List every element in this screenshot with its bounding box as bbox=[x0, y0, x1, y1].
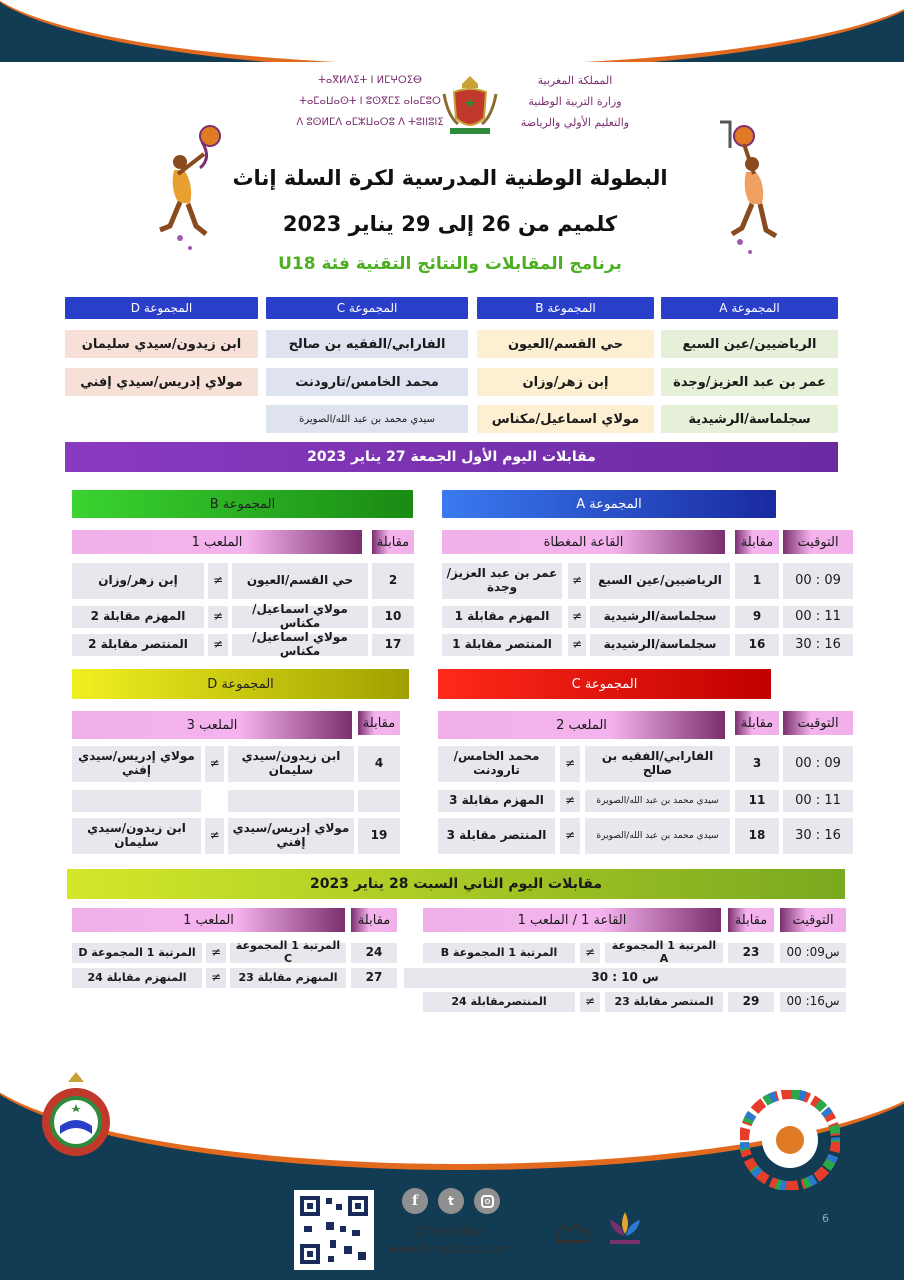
program-title: برنامج المقابلات والنتائج التقنية فئة U18 bbox=[278, 254, 622, 274]
day1-group-a-header: المجموعة A bbox=[442, 490, 776, 518]
col-match-header: مقابلة bbox=[735, 530, 779, 554]
page-number: 6 bbox=[822, 1212, 829, 1225]
group-d-header: المجموعة D bbox=[65, 297, 258, 319]
away-team: إبن زهر/وزان bbox=[72, 563, 204, 599]
home-team: سيدي محمد بن عبد الله/الصويرة bbox=[585, 818, 730, 854]
versus-sign: ≠ bbox=[206, 943, 226, 963]
middle-time-cell: س 10 : 30 bbox=[404, 968, 846, 988]
col-match-header: مقابلة bbox=[728, 908, 774, 932]
home-team: الفارابي/الفقيه بن صالح bbox=[585, 746, 730, 782]
time-cell: 11 : 00 bbox=[783, 606, 853, 628]
social-handle[interactable]: @frmssdpss bbox=[413, 1224, 487, 1238]
home-team: سيدي محمد بن عبد الله/الصويرة bbox=[585, 790, 730, 812]
away-team: محمد الخامس/تارودنت bbox=[438, 746, 555, 782]
home-team: ابن زيدون/سيدي سليمان bbox=[228, 746, 354, 782]
group-b-header: المجموعة B bbox=[477, 297, 654, 319]
time-cell: 09 : 00 bbox=[783, 563, 853, 599]
away-team bbox=[72, 790, 201, 812]
away-team: عمر بن عبد العزيز/وجدة bbox=[442, 563, 562, 599]
time-cell: 16 : 30 bbox=[783, 634, 853, 656]
ministry-name-tifinagh: ⵜⴰⴳⵍⴷⵉⵜ ⵏ ⵍⵎⵖⵔⵉⴱ ⵜⴰⵎⴰⵡⴰⵙⵜ ⵏ ⵓⵙⴳⵎⵉ ⴰⵏⴰⵎⵓⵔ ⴷ ⵓⵙⵍⵎⴷ ⴰⵎⵣⵡⴰⵔⵓ ⴷ ⵜⵓⵏⵏⵓⵏⵉ bbox=[296, 75, 444, 128]
versus-sign: ≠ bbox=[568, 634, 586, 656]
away-team: المرتبة 1 المجموعة D bbox=[72, 943, 202, 963]
group-a-team: سجلماسة/الرشيدية bbox=[661, 405, 838, 433]
event-dates: كلميم من 26 إلى 29 يناير 2023 bbox=[282, 212, 618, 236]
twitter-icon[interactable]: t bbox=[438, 1188, 464, 1214]
group-d-team: مولاي إدريس/سيدي إفني bbox=[65, 368, 258, 396]
home-team: المنتصر مقابلة 23 bbox=[605, 992, 723, 1012]
group-c-team: محمد الخامس/تارودنت bbox=[266, 368, 468, 396]
website-link[interactable]: www.frmssdpss.com bbox=[388, 1242, 512, 1256]
away-team: المنتصر مقابلة 2 bbox=[72, 634, 204, 656]
day1-band: مقابلات اليوم الأول الجمعة 27 يناير 2023 bbox=[65, 442, 838, 472]
home-team: مولاي اسماعيل/مكناس bbox=[232, 634, 368, 656]
away-team: المنهزم مقابلة 24 bbox=[72, 968, 202, 988]
basketball-player-right-icon bbox=[700, 118, 790, 258]
day1-group-b-header: المجموعة B bbox=[72, 490, 413, 518]
match-number: 1 bbox=[735, 563, 779, 599]
home-team: مولاي اسماعيل/مكناس bbox=[232, 606, 368, 628]
versus-sign: ≠ bbox=[208, 634, 228, 656]
away-team: المهزم مقابلة 2 bbox=[72, 606, 204, 628]
match-number: 19 bbox=[358, 818, 400, 854]
versus-sign: ≠ bbox=[208, 563, 228, 599]
group-b-team: حي القسم/العيون bbox=[477, 330, 654, 358]
ministry-name-ar: المملكة المغربية وزارة التربية الوطنية والتعليم الأولي والرياضة bbox=[520, 74, 630, 129]
versus-sign: ≠ bbox=[568, 563, 586, 599]
match-number bbox=[358, 790, 400, 812]
venue-c-header: الملعب 2 bbox=[438, 711, 725, 739]
match-number: 10 bbox=[372, 606, 414, 628]
group-b-team: إبن زهر/وزان bbox=[477, 368, 654, 396]
time-cell: س09: 00 bbox=[780, 943, 846, 963]
away-team: المنتصر مقابلة 1 bbox=[442, 634, 562, 656]
col-time-header: التوقيت bbox=[783, 711, 853, 735]
match-number: 3 bbox=[735, 746, 779, 782]
away-team: المرتبة 1 المجموعة B bbox=[423, 943, 575, 963]
match-number: 18 bbox=[735, 818, 779, 854]
group-c-header: المجموعة C bbox=[266, 297, 468, 319]
home-team: سجلماسة/الرشيدية bbox=[590, 606, 730, 628]
group-a-team: عمر بن عبد العزيز/وجدة bbox=[661, 368, 838, 396]
versus-sign: ≠ bbox=[560, 818, 580, 854]
home-team: الرياضيين/عين السبع bbox=[590, 563, 730, 599]
match-number: 24 bbox=[351, 943, 397, 963]
versus-sign: ≠ bbox=[560, 746, 580, 782]
away-team: ابن زيدون/سيدي سليمان bbox=[72, 818, 201, 854]
match-number: 2 bbox=[372, 563, 414, 599]
time-cell: 11 : 00 bbox=[783, 790, 853, 812]
match-number: 29 bbox=[728, 992, 774, 1012]
day2-band: مقابلات اليوم الثاني السبت 28 يناير 2023 bbox=[67, 869, 845, 899]
venue-b-header: الملعب 1 bbox=[72, 530, 362, 554]
day1-group-d-header: المجموعة D bbox=[72, 669, 409, 699]
time-cell: 09 : 00 bbox=[783, 746, 853, 782]
time-cell: س16: 00 bbox=[780, 992, 846, 1012]
home-team bbox=[228, 790, 354, 812]
top-banner bbox=[0, 0, 904, 62]
match-number: 4 bbox=[358, 746, 400, 782]
home-team: مولاي إدريس/سيدي إفني bbox=[228, 818, 354, 854]
match-number: 11 bbox=[735, 790, 779, 812]
col-time-header: التوقيت bbox=[780, 908, 846, 932]
away-team: المهزم مقابلة 3 bbox=[438, 790, 555, 812]
away-team: المنتصرمقابلة 24 bbox=[423, 992, 575, 1012]
group-c-team: الفارابي/الفقيه بن صالح bbox=[266, 330, 468, 358]
home-team: سجلماسة/الرشيدية bbox=[590, 634, 730, 656]
match-number: 17 bbox=[372, 634, 414, 656]
venue-left-header: القاعة 1 / الملعب 1 bbox=[423, 908, 721, 932]
away-team: مولاي إدريس/سيدي إفني bbox=[72, 746, 201, 782]
home-team: حي القسم/العيون bbox=[232, 563, 368, 599]
col-time-header: التوقيت bbox=[783, 530, 853, 554]
versus-sign: ≠ bbox=[205, 818, 224, 854]
sdg-wheel-logo bbox=[740, 1090, 840, 1190]
venue-a-header: القاعة المغطاة bbox=[442, 530, 725, 554]
home-team: المنهزم مقابلة 23 bbox=[230, 968, 346, 988]
home-team: المرتبة 1 المجموعة C bbox=[230, 943, 346, 963]
match-number: 23 bbox=[728, 943, 774, 963]
group-a-team: الرياضيين/عين السبع bbox=[661, 330, 838, 358]
versus-sign: ≠ bbox=[205, 746, 224, 782]
partner-calligraphy-logo bbox=[552, 1210, 592, 1246]
match-number: 27 bbox=[351, 968, 397, 988]
venue-d-header: الملعب 3 bbox=[72, 711, 352, 739]
home-team: المرتبة 1 المجموعة A bbox=[605, 943, 723, 963]
group-a-header: المجموعة A bbox=[661, 297, 838, 319]
versus-sign: ≠ bbox=[206, 968, 226, 988]
group-c-team: سيدي محمد بن عبد الله/الصويرة bbox=[266, 405, 468, 433]
away-team: المهزم مقابلة 1 bbox=[442, 606, 562, 628]
group-d-team: ابن زيدون/سيدي سليمان bbox=[65, 330, 258, 358]
col-match-header: مقابلة bbox=[735, 711, 779, 735]
day1-group-c-header: المجموعة C bbox=[438, 669, 771, 699]
versus-sign: ≠ bbox=[580, 943, 600, 963]
away-team: المنتصر مقابلة 3 bbox=[438, 818, 555, 854]
versus-sign: ≠ bbox=[208, 606, 228, 628]
versus-sign: ≠ bbox=[560, 790, 580, 812]
time-cell: 16 : 30 bbox=[783, 818, 853, 854]
venue-right-header: الملعب 1 bbox=[72, 908, 345, 932]
match-number: 9 bbox=[735, 606, 779, 628]
coat-of-arms-logo bbox=[440, 72, 500, 142]
col-match-header: مقابلة bbox=[358, 711, 400, 735]
col-match-header: مقابلة bbox=[372, 530, 414, 554]
federation-emblem-logo bbox=[36, 1070, 116, 1162]
qr-code-image[interactable] bbox=[294, 1190, 374, 1270]
instagram-icon[interactable] bbox=[474, 1188, 500, 1214]
facebook-icon[interactable]: f bbox=[402, 1188, 428, 1214]
versus-sign: ≠ bbox=[580, 992, 600, 1012]
col-match-header: مقابلة bbox=[351, 908, 397, 932]
group-b-team: مولاي اسماعيل/مكناس bbox=[477, 405, 654, 433]
championship-title: البطولة الوطنية المدرسية لكرة السلة إناث bbox=[232, 166, 668, 190]
versus-sign: ≠ bbox=[568, 606, 586, 628]
match-number: 16 bbox=[735, 634, 779, 656]
partner-flower-logo bbox=[600, 1206, 650, 1250]
